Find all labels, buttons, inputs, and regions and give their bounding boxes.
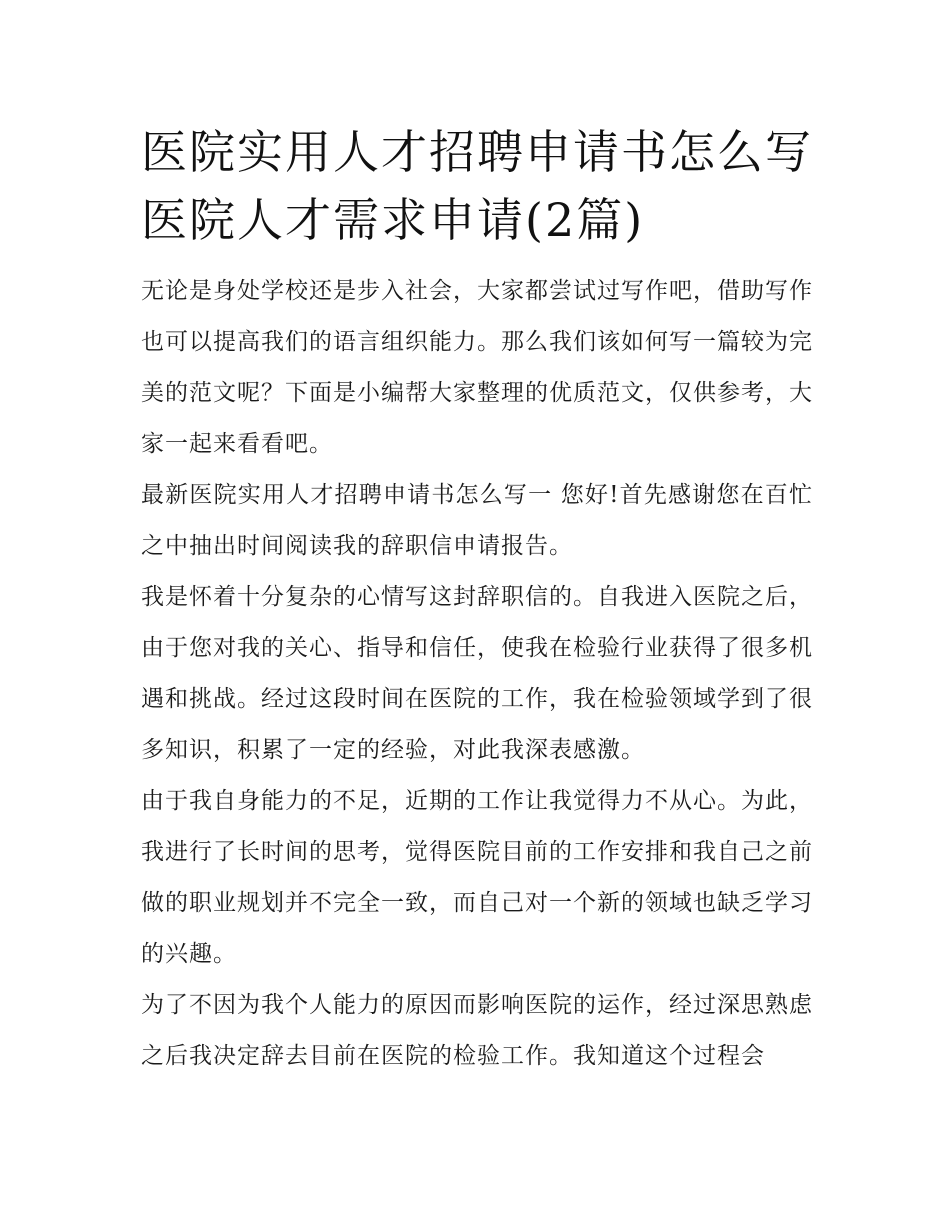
- paragraph-intro: 无论是身处学校还是步入社会，大家都尝试过写作吧，借助写作也可以提高我们的语言组织能力。那么我们该如何写一篇较为完美的范文呢？下面是小编帮大家整理的优质范文，仅供参考，大家一起来看看吧。: [141, 278, 813, 457]
- document-body: [141, 118, 813, 1082]
- paragraph-gratitude: 我是怀着十分复杂的心情写这封辞职信的。自我进入医院之后，由于您对我的关心、指导和信任，使我在检验行业获得了很多机遇和挑战。经过这段时间在医院的工作，我在检验领域学到了很多知识，积累了一定的经验，对此我深表感激。: [141, 584, 813, 763]
- document-title: 医院实用人才招聘申请书怎么写 医院人才需求申请(2篇): [141, 125, 813, 247]
- paragraph-decision: 为了不因为我个人能力的原因而影响医院的运作，经过深思熟虑之后我决定辞去目前在医院的检验工作。我知道这个过程会: [141, 992, 813, 1069]
- paragraph-greeting: 最新医院实用人才招聘申请书怎么写一 您好!首先感谢您在百忙之中抽出时间阅读我的辞职信申请报告。: [141, 482, 813, 559]
- paragraph-reason: 由于我自身能力的不足，近期的工作让我觉得力不从心。为此，我进行了长时间的思考，觉得医院目前的工作安排和我自己之前做的职业规划并不完全一致，而自己对一个新的领域也缺乏学习的兴趣。: [141, 788, 813, 967]
